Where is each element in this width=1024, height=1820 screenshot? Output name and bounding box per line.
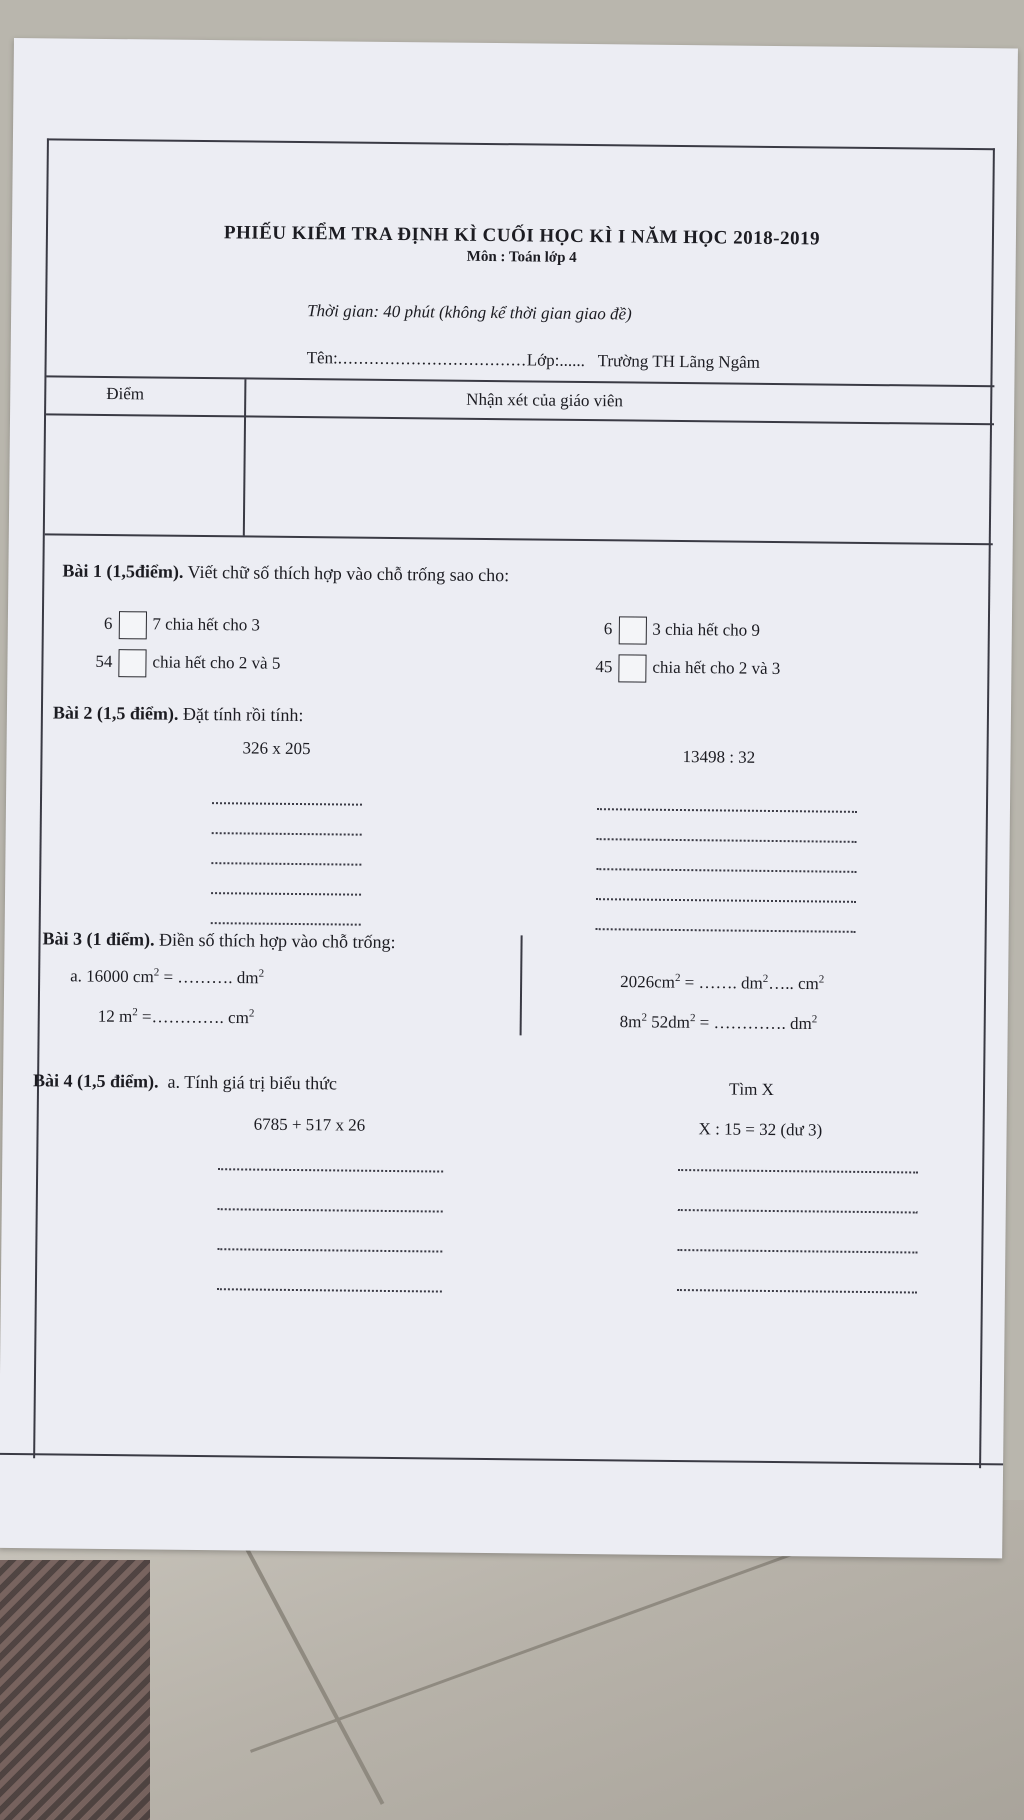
- bai1-title: Bài 1 (1,5điểm).: [62, 560, 184, 582]
- answer-line[interactable]: [212, 802, 362, 806]
- expression-left: 8m: [619, 1012, 642, 1032]
- bai4-part-a: a. Tính giá trị biểu thức: [167, 1071, 338, 1094]
- school-name: Trường TH Lãng Ngâm: [597, 351, 760, 372]
- exam-frame: [33, 138, 995, 1468]
- superscript: 2: [762, 972, 769, 985]
- digit-box[interactable]: [618, 616, 646, 644]
- digit-box[interactable]: [618, 654, 646, 682]
- item-condition: 3 chia hết cho 9: [652, 619, 761, 640]
- student-info-line: [307, 348, 760, 373]
- superscript: 2: [674, 971, 681, 985]
- answer-line[interactable]: [597, 838, 857, 843]
- expression-left: 2026cm: [620, 972, 676, 992]
- bai3-heading: [42, 928, 395, 953]
- answer-line[interactable]: [597, 808, 857, 813]
- superscript: 2: [132, 1006, 138, 1019]
- answer-line[interactable]: [217, 1288, 442, 1292]
- superscript: 2: [153, 966, 160, 979]
- bai1-item: [95, 649, 280, 679]
- bai2-heading: [53, 702, 304, 726]
- bai3-item-b2: [620, 1011, 818, 1034]
- class-label[interactable]: Lớp:......: [526, 350, 586, 370]
- answer-blank[interactable]: = ………….: [695, 1012, 786, 1033]
- expression-left: 12 m: [97, 1006, 133, 1026]
- bai3-prompt: Điền số thích hợp vào chỗ trống:: [158, 929, 396, 953]
- name-label: Tên:: [306, 348, 338, 368]
- bai1-heading: [62, 561, 509, 587]
- superscript: 2: [258, 967, 265, 980]
- teacher-comment-cell[interactable]: [247, 419, 992, 543]
- item-prefix: 54: [95, 651, 113, 671]
- unit: dm: [236, 968, 259, 988]
- bai1-prompt: Viết chữ số thích hợp vào chỗ trống sao cho:: [187, 561, 510, 586]
- item-prefix: 45: [595, 657, 613, 677]
- column-divider: [520, 935, 523, 1035]
- answer-line[interactable]: [211, 862, 361, 866]
- bai3-item-b1: [620, 971, 824, 994]
- item-prefix: 6: [603, 619, 613, 639]
- expression-left: a. 16000 cm: [70, 966, 154, 987]
- score-header: Điểm: [106, 383, 145, 404]
- answer-line[interactable]: [218, 1168, 443, 1172]
- answer-blank[interactable]: = …….: [680, 972, 737, 993]
- answer-line[interactable]: [677, 1249, 917, 1254]
- superscript: 2: [818, 973, 825, 986]
- answer-line[interactable]: [211, 922, 361, 926]
- exam-title: PHIẾU KIỂM TRA ĐỊNH KÌ CUỐI HỌC KÌ I NĂM HỌC 2018-2019: [223, 222, 821, 250]
- grade-table: [45, 375, 995, 545]
- digit-box[interactable]: [118, 611, 146, 639]
- unit: cm: [797, 973, 819, 994]
- answer-line[interactable]: [596, 928, 856, 933]
- answer-line[interactable]: [677, 1289, 917, 1294]
- answer-line[interactable]: [211, 892, 361, 896]
- bai4-title: Bài 4 (1,5 điểm).: [32, 1070, 159, 1092]
- tile-seam: [240, 1538, 384, 1805]
- score-cell[interactable]: [47, 417, 242, 535]
- item-prefix: 6: [103, 613, 113, 633]
- bai4-expression: 6785 + 517 x 26: [253, 1114, 366, 1135]
- bai4-part-b: Tìm X: [728, 1079, 774, 1100]
- unit: cm: [227, 1007, 249, 1028]
- unit: dm: [789, 1013, 812, 1034]
- digit-box[interactable]: [118, 649, 146, 677]
- answer-blank[interactable]: = ……….: [159, 967, 233, 987]
- table-divider: [243, 379, 247, 535]
- bai1-item: [104, 611, 260, 641]
- item-condition: 7 chia hết cho 3: [152, 614, 261, 635]
- answer-line[interactable]: [678, 1169, 918, 1174]
- bai4-equation: X : 15 = 32 (dư 3): [698, 1119, 823, 1140]
- exam-paper: [0, 38, 1018, 1558]
- answer-line[interactable]: [596, 898, 856, 903]
- answer-line[interactable]: [218, 1208, 443, 1212]
- bai2-expression: 13498 : 32: [682, 747, 756, 767]
- item-condition: chia hết cho 2 và 5: [152, 652, 281, 673]
- exam-subject: Môn : Toán lớp 4: [466, 248, 577, 266]
- bai3-item-a1: [70, 966, 264, 989]
- bai2-prompt: Đặt tính rồi tính:: [182, 703, 304, 726]
- answer-line[interactable]: [678, 1209, 918, 1214]
- exam-time: Thời gian: 40 phút (không kể thời gian giao đề): [307, 301, 632, 324]
- bai3-item-a2: [98, 1006, 255, 1028]
- bai1-item: [604, 616, 760, 646]
- superscript: 2: [811, 1013, 818, 1026]
- carpet-edge: [0, 1560, 150, 1820]
- answer-blank[interactable]: =………….: [137, 1007, 224, 1027]
- superscript: 2: [689, 1012, 696, 1025]
- bai2-title: Bài 2 (1,5 điểm).: [52, 702, 179, 724]
- bai3-title: Bài 3 (1 điểm).: [42, 928, 155, 950]
- bai2-expression: 326 x 205: [242, 738, 311, 759]
- name-blank[interactable]: ....................................: [337, 348, 527, 370]
- superscript: 2: [641, 1011, 648, 1024]
- answer-blank[interactable]: …..: [768, 973, 794, 993]
- answer-line[interactable]: [212, 832, 362, 836]
- superscript: 2: [248, 1007, 255, 1020]
- item-condition: chia hết cho 2 và 3: [652, 657, 781, 678]
- answer-line[interactable]: [596, 868, 856, 873]
- bai1-item: [595, 654, 780, 684]
- teacher-comment-header: Nhận xét của giáo viên: [466, 389, 624, 411]
- bai4-heading: [33, 1070, 337, 1094]
- expression-left: 52dm: [646, 1012, 691, 1032]
- unit: dm: [740, 973, 763, 993]
- answer-line[interactable]: [217, 1248, 442, 1252]
